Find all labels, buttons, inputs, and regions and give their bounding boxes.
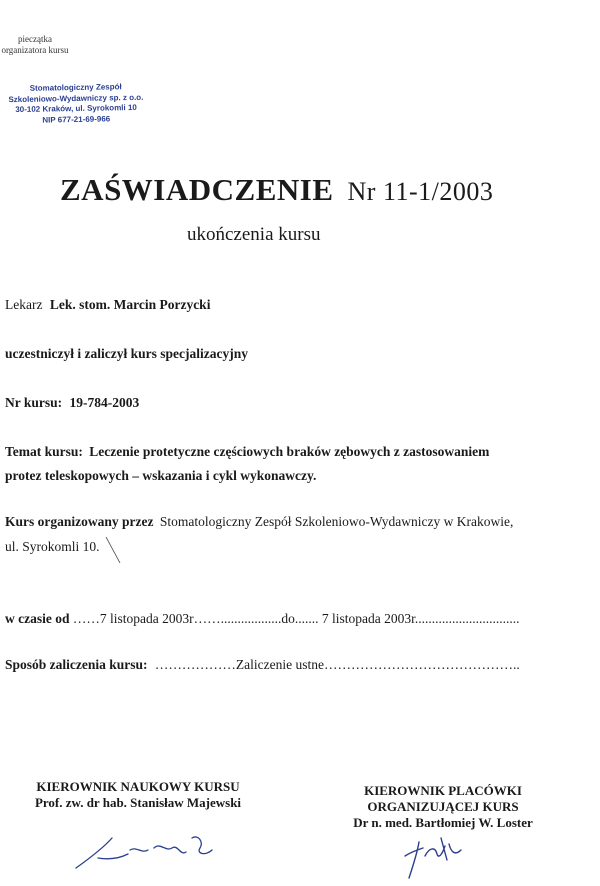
- course-number-value: 19-784-2003: [69, 395, 140, 410]
- signature-right-scribble: [395, 826, 475, 886]
- method-leader: ………………: [154, 657, 236, 672]
- date-to: 7 listopada 2003r: [321, 611, 415, 626]
- topic-line-1: [5, 444, 489, 460]
- signature-left-scribble: [70, 828, 240, 878]
- stamp-caption-line: organizatora kursu: [1, 45, 69, 55]
- organizer-line-2: ul. Syrokomli 10.: [5, 539, 100, 554]
- organizer-stamp: [2, 82, 151, 127]
- pen-stroke: [104, 535, 124, 565]
- topic-line-2: protez teleskopowych – wskazania i cykl wykonawczy.: [5, 468, 317, 483]
- date-from: 7 listopada 2003r: [99, 611, 194, 626]
- method-label: Sposób zaliczenia kursu:: [5, 657, 148, 672]
- organizer-label: Kurs organizowany przez: [5, 514, 154, 529]
- stamp-line: Stomatologiczny Zespół: [29, 82, 122, 93]
- signature-left-name: Prof. zw. dr hab. Stanisław Majewski: [34, 795, 242, 810]
- signature-left-title: KIEROWNIK NAUKOWY KURSU: [36, 779, 240, 794]
- document-subtitle: ukończenia kursu: [187, 224, 321, 245]
- dates-from-leader: ……: [72, 611, 100, 626]
- signature-block-right: [323, 783, 563, 831]
- method-trail: ……………………………………..: [324, 657, 520, 672]
- organizer-name: Stomatologiczny Zespół Szkoleniowo-Wydawniczy w Krakowie,: [159, 514, 514, 529]
- signature-right-name: Dr n. med. Bartłomiej W. Loster: [353, 815, 533, 830]
- stamp-caption-line: pieczątka: [18, 34, 52, 44]
- doctor-line: [5, 297, 210, 313]
- dates-end-leader: ...............................: [414, 611, 520, 626]
- doctor-prefix: Lekarz: [5, 297, 43, 312]
- dates-to-label: do.......: [281, 611, 319, 626]
- signature-right-title-2: ORGANIZUJĄCEJ KURS: [367, 799, 519, 814]
- certificate-number: Nr 11-1/2003: [347, 177, 494, 206]
- method-line: [5, 657, 520, 673]
- stamp-line: 30-102 Kraków, ul. Syrokomli 10: [15, 102, 137, 115]
- signature-block-left: [18, 779, 258, 811]
- document-title: [60, 172, 493, 208]
- topic-label: Temat kursu:: [5, 444, 83, 459]
- stamp-caption: [0, 34, 70, 56]
- dates-label: w czasie od: [5, 611, 70, 626]
- method-value: Zaliczenie ustne: [235, 657, 324, 672]
- course-number-line: [5, 395, 139, 411]
- completion-text: uczestniczył i zaliczył kurs specjalizacyjny: [5, 346, 248, 361]
- stamp-line: Szkoleniowo-Wydawniczy sp. z o.o.: [8, 92, 144, 104]
- title-label: ZAŚWIADCZENIE: [60, 172, 334, 207]
- stamp-line: NIP 677-21-69-966: [42, 113, 111, 125]
- dates-line: [5, 611, 520, 627]
- organizer-line-1: [5, 514, 513, 530]
- dates-mid-leader: ……..................: [193, 611, 282, 626]
- course-number-label: Nr kursu:: [5, 395, 63, 410]
- topic-text: Leczenie protetyczne częściowych braków zębowych z zastosowaniem: [89, 444, 490, 459]
- signature-right-title-1: KIEROWNIK PLACÓWKI: [364, 783, 522, 798]
- doctor-name: Lek. stom. Marcin Porzycki: [49, 297, 211, 312]
